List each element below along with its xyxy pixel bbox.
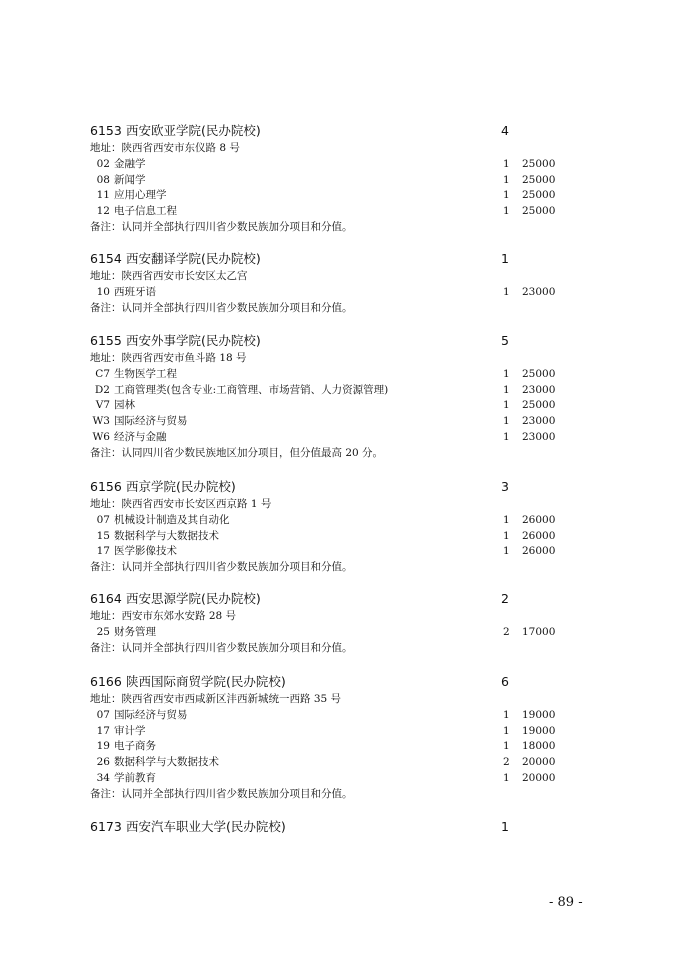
major-tuition: 26000	[522, 513, 556, 526]
major-row	[90, 429, 590, 445]
major-tuition: 17000	[522, 625, 556, 638]
major-name: 数据科学与大数据技术	[114, 529, 219, 542]
major-code: 25	[96, 625, 110, 638]
school-name: 西安汽车职业大学(民办院校)	[126, 819, 286, 834]
school-address	[90, 350, 247, 366]
address-label: 地址：	[90, 142, 122, 154]
note-label: 备注：	[90, 561, 122, 574]
major-name: 学前教育	[114, 772, 156, 784]
major-row	[90, 754, 590, 770]
school-note	[90, 640, 353, 656]
major-tuition: 23000	[522, 383, 556, 396]
major-plan-count: 1	[503, 189, 510, 202]
school-header	[90, 590, 590, 608]
major-row	[90, 624, 590, 640]
major-plan-count: 1	[503, 513, 510, 526]
major-plan-count: 1	[503, 383, 510, 396]
major-plan-count: 1	[503, 708, 510, 721]
school-plan-count: 5	[501, 333, 509, 348]
note-label: 备注：	[90, 301, 122, 314]
major-name: 国际经济与贸易	[114, 708, 188, 721]
major-name: 经济与金融	[114, 431, 167, 443]
address-text: 陕西省西安市长安区太乙宫	[121, 270, 248, 282]
address-text: 陕西省西安市东仪路 8 号	[121, 142, 240, 154]
major-name: 园林	[114, 399, 135, 412]
school-header	[90, 332, 590, 350]
school-plan-count: 6	[501, 674, 509, 689]
major-row	[90, 543, 590, 559]
school-code: 6155	[90, 333, 122, 348]
major-plan-count: 1	[503, 157, 510, 170]
major-row	[90, 707, 590, 723]
major-name: 应用心理学	[114, 189, 167, 202]
major-row	[90, 366, 590, 382]
major-name: 审计学	[114, 724, 146, 737]
address-label: 地址：	[90, 270, 122, 282]
school-code: 6173	[90, 819, 122, 834]
address-text: 陕西省西安市鱼斗路 18 号	[121, 352, 247, 364]
major-code: 12	[96, 205, 110, 218]
school-address	[90, 496, 271, 512]
major-code: 02	[96, 157, 110, 170]
major-plan-count: 1	[503, 285, 510, 298]
major-name: 数据科学与大数据技术	[114, 756, 219, 769]
major-code: 08	[96, 173, 110, 186]
school-code: 6166	[90, 674, 122, 689]
major-code: W6	[92, 431, 110, 443]
major-tuition: 26000	[522, 545, 556, 558]
school-name: 陕西国际商贸学院(民办院校)	[126, 674, 286, 689]
address-text: 陕西省西安市长安区西京路 1 号	[121, 498, 272, 510]
address-label: 地址：	[90, 352, 122, 364]
major-row	[90, 156, 590, 172]
major-tuition: 25000	[522, 173, 556, 186]
address-text: 陕西省西安市西咸新区沣西新城统一西路 35 号	[121, 693, 342, 705]
major-plan-count: 1	[503, 431, 510, 443]
major-code: C7	[95, 367, 110, 380]
school-code: 6164	[90, 591, 122, 606]
school-note	[90, 559, 353, 575]
school-header	[90, 478, 590, 496]
school-code: 6153	[90, 123, 122, 138]
school-address	[90, 608, 236, 624]
major-code: V7	[95, 399, 110, 412]
major-name: 电子商务	[114, 740, 156, 753]
school-header	[90, 250, 590, 268]
major-row	[90, 284, 590, 300]
major-tuition: 23000	[522, 415, 556, 428]
school-plan-count: 4	[501, 123, 509, 138]
school-plan-count: 2	[501, 591, 509, 606]
major-tuition: 20000	[522, 772, 556, 784]
major-plan-count: 1	[503, 740, 510, 753]
address-label: 地址：	[90, 498, 122, 510]
major-row	[90, 203, 590, 219]
school-plan-count: 1	[501, 819, 509, 834]
major-tuition: 26000	[522, 529, 556, 542]
major-code: W3	[92, 415, 110, 428]
major-plan-count: 2	[503, 756, 510, 769]
major-tuition: 23000	[522, 285, 556, 298]
major-row	[90, 723, 590, 739]
major-name: 金融学	[114, 157, 146, 170]
major-tuition: 23000	[522, 431, 556, 443]
major-code: 19	[96, 740, 110, 753]
note-text: 认同并全部执行四川省少数民族加分项目和分值。	[121, 641, 353, 654]
major-code: 34	[96, 772, 110, 784]
note-text: 认同并全部执行四川省少数民族加分项目和分值。	[121, 787, 353, 800]
major-tuition: 25000	[522, 399, 556, 412]
address-label: 地址：	[90, 693, 122, 705]
school-note	[90, 786, 353, 802]
major-plan-count: 1	[503, 545, 510, 558]
major-code: 15	[96, 529, 110, 542]
major-code: 11	[96, 189, 110, 202]
school-code: 6154	[90, 251, 122, 266]
major-plan-count: 1	[503, 399, 510, 412]
school-header	[90, 818, 590, 836]
major-code: 07	[96, 708, 110, 721]
major-row	[90, 413, 590, 429]
note-text: 认同并全部执行四川省少数民族加分项目和分值。	[121, 561, 353, 574]
major-name: 电子信息工程	[114, 205, 177, 218]
school-address	[90, 140, 240, 156]
note-text: 认同四川省少数民族地区加分项目，但分值最高 20 分。	[121, 446, 384, 459]
major-code: 17	[96, 724, 110, 737]
school-header	[90, 122, 590, 140]
page-number: - 89 -	[549, 895, 583, 910]
major-name: 西班牙语	[114, 285, 156, 298]
major-row	[90, 187, 590, 203]
school-address	[90, 691, 341, 707]
major-row	[90, 738, 590, 754]
major-name: 新闻学	[114, 173, 146, 186]
major-name: 机械设计制造及其自动化	[114, 513, 230, 526]
note-text: 认同并全部执行四川省少数民族加分项目和分值。	[121, 221, 353, 233]
school-plan-count: 1	[501, 251, 509, 266]
major-code: 10	[96, 285, 110, 298]
major-code: D2	[94, 383, 110, 396]
major-name: 国际经济与贸易	[114, 415, 188, 428]
school-name: 西安外事学院(民办院校)	[126, 333, 261, 348]
major-tuition: 19000	[522, 708, 556, 721]
major-row	[90, 172, 590, 188]
school-note	[90, 445, 383, 461]
school-name: 西安思源学院(民办院校)	[126, 591, 261, 606]
major-tuition: 18000	[522, 740, 556, 753]
major-plan-count: 1	[503, 367, 510, 380]
major-code: 26	[96, 756, 110, 769]
major-row	[90, 397, 590, 413]
major-plan-count: 1	[503, 173, 510, 186]
major-name: 财务管理	[114, 625, 156, 638]
major-row	[90, 528, 590, 544]
note-label: 备注：	[90, 787, 122, 800]
school-name: 西京学院(民办院校)	[126, 479, 236, 494]
major-plan-count: 1	[503, 205, 510, 218]
note-label: 备注：	[90, 221, 122, 233]
note-text: 认同并全部执行四川省少数民族加分项目和分值。	[121, 301, 353, 314]
school-address	[90, 268, 248, 284]
school-header	[90, 673, 590, 691]
school-name: 西安欧亚学院(民办院校)	[126, 123, 261, 138]
major-code: 07	[96, 513, 110, 526]
major-plan-count: 2	[503, 625, 510, 638]
major-name: 医学影像技术	[114, 545, 177, 558]
school-note	[90, 300, 353, 316]
major-code: 17	[96, 545, 110, 558]
major-row	[90, 382, 590, 398]
major-tuition: 19000	[522, 724, 556, 737]
major-tuition: 20000	[522, 756, 556, 769]
address-label: 地址：	[90, 610, 122, 622]
major-row	[90, 512, 590, 528]
major-plan-count: 1	[503, 724, 510, 737]
major-name: 工商管理类(包含专业:工商管理、市场营销、人力资源管理)	[114, 383, 389, 396]
school-note	[90, 219, 353, 235]
school-name: 西安翻译学院(民办院校)	[126, 251, 261, 266]
note-label: 备注：	[90, 641, 122, 654]
school-plan-count: 3	[501, 479, 509, 494]
major-plan-count: 1	[503, 415, 510, 428]
note-label: 备注：	[90, 446, 122, 459]
major-name: 生物医学工程	[114, 367, 177, 380]
major-tuition: 25000	[522, 157, 556, 170]
school-code: 6156	[90, 479, 122, 494]
major-plan-count: 1	[503, 529, 510, 542]
major-tuition: 25000	[522, 189, 556, 202]
major-row	[90, 770, 590, 786]
address-text: 西安市东郊水安路 28 号	[121, 610, 237, 622]
major-tuition: 25000	[522, 205, 556, 218]
major-tuition: 25000	[522, 367, 556, 380]
major-plan-count: 1	[503, 772, 510, 784]
